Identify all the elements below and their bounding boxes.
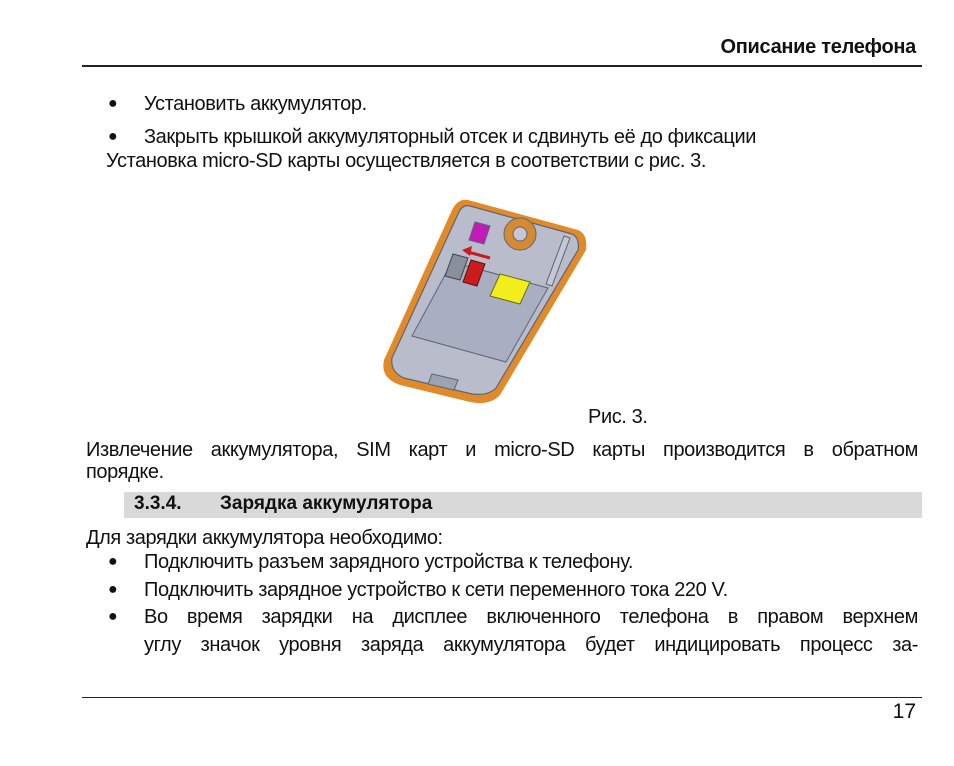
page-header-title: Описание телефона [720,36,916,58]
bullet-marker: ● [108,553,118,570]
charging-step-3-line1: Во время зарядки на дисплее включенного телефона в правом верхнем [144,606,918,628]
figure-caption: Рис. 3. [588,406,648,428]
charging-step-1: Подключить разъем зарядного устройства к телефону. [144,551,634,573]
install-battery-step: Установить аккумулятор. [144,93,367,115]
bullet-marker: ● [108,581,118,598]
section-title: Зарядка аккумулятора [220,493,433,514]
footer-rule [82,697,922,698]
bullet-marker: ● [108,128,118,145]
bullet-marker: ● [108,95,118,112]
section-number: 3.3.4. [134,493,182,514]
sd-install-note: Установка micro-SD карты осуществляется в соответствии с рис. 3. [106,150,707,172]
phone-back-figure [340,190,590,410]
removal-note-line1: Извлечение аккумулятора, SIM карт и micro-SD карты производится в обратном [86,439,918,461]
bullet-marker: ● [108,608,118,625]
page-number: 17 [892,700,916,723]
charging-step-2: Подключить зарядное устройство к сети переменного тока 220 V. [144,579,728,601]
section-heading-bar [124,492,922,518]
charging-intro: Для зарядки аккумулятора необходимо: [86,527,443,549]
charging-step-3-line2: углу значок уровня заряда аккумулятора будет индицировать процесс за- [144,634,918,656]
removal-note-line2: порядке. [86,461,164,483]
camera-lens [513,227,527,241]
header-rule [82,65,922,67]
close-cover-step: Закрыть крышкой аккумуляторный отсек и сдвинуть её до фиксации [144,126,756,148]
